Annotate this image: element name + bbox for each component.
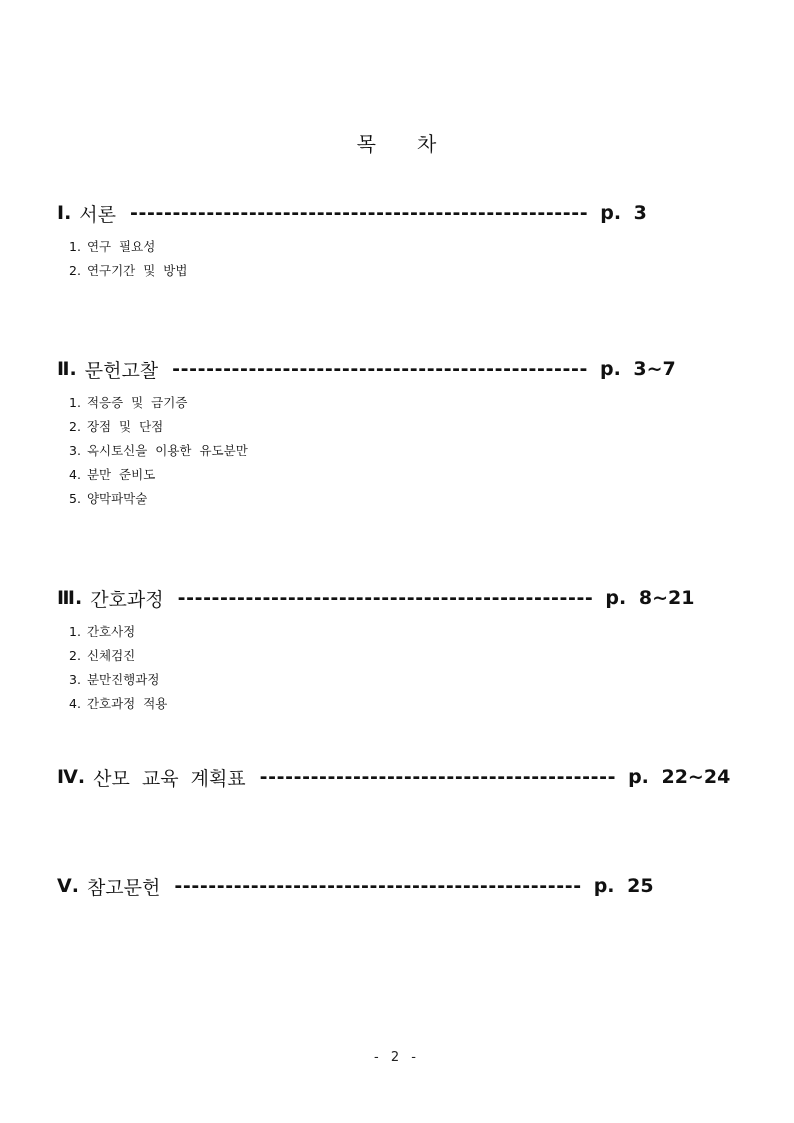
subsection-item[interactable] bbox=[69, 668, 694, 692]
page-reference: p. 25 bbox=[593, 875, 654, 897]
subsection-list bbox=[69, 235, 647, 283]
subsection-item[interactable] bbox=[69, 391, 676, 415]
subsection-item[interactable] bbox=[69, 415, 676, 439]
subsection-title: 분만 준비도 bbox=[86, 467, 156, 482]
toc-heading[interactable] bbox=[57, 763, 730, 791]
subsection-number: 2. bbox=[69, 263, 81, 278]
section-number: Ⅲ. bbox=[57, 587, 83, 609]
dot-leader: ------------------------------------------------------ bbox=[130, 202, 589, 224]
page-number: - 2 - bbox=[374, 1050, 420, 1065]
subsection-item[interactable] bbox=[69, 692, 694, 716]
section-title: 간호과정 bbox=[90, 588, 164, 611]
subsection-item[interactable] bbox=[69, 644, 694, 668]
toc-heading[interactable] bbox=[57, 584, 694, 612]
toc-section-1 bbox=[57, 199, 647, 283]
section-number: Ⅴ. bbox=[57, 875, 79, 897]
subsection-title: 연구기간 및 방법 bbox=[86, 263, 188, 278]
subsection-number: 4. bbox=[69, 696, 81, 711]
dot-leader: ------------------------------------------ bbox=[259, 766, 617, 788]
section-title: 산모 교육 계획표 bbox=[93, 767, 246, 790]
subsection-item[interactable] bbox=[69, 487, 676, 511]
subsection-title: 적응증 및 금기증 bbox=[86, 395, 188, 410]
subsection-number: 4. bbox=[69, 467, 81, 482]
title-right: 차 bbox=[417, 132, 438, 156]
subsection-number: 3. bbox=[69, 443, 81, 458]
dot-leader: ------------------------------------------------- bbox=[172, 358, 588, 380]
subsection-number: 1. bbox=[69, 239, 81, 254]
subsection-item[interactable] bbox=[69, 235, 647, 259]
section-number: Ⅰ. bbox=[57, 202, 72, 224]
section-number: Ⅱ. bbox=[57, 358, 77, 380]
section-number: Ⅳ. bbox=[57, 766, 86, 788]
toc-section-2 bbox=[57, 355, 676, 511]
dot-leader: ------------------------------------------------- bbox=[177, 587, 594, 609]
dot-leader: ------------------------------------------------ bbox=[174, 875, 582, 897]
subsection-number: 1. bbox=[69, 395, 81, 410]
page-reference: p. 22~24 bbox=[628, 766, 731, 788]
page-reference: p. 8~21 bbox=[605, 587, 695, 609]
subsection-number: 2. bbox=[69, 648, 81, 663]
subsection-title: 간호과정 적용 bbox=[86, 696, 168, 711]
subsection-list bbox=[69, 620, 694, 716]
subsection-title: 신체검진 bbox=[86, 648, 136, 663]
subsection-number: 1. bbox=[69, 624, 81, 639]
subsection-item[interactable] bbox=[69, 259, 647, 283]
subsection-number: 2. bbox=[69, 419, 81, 434]
subsection-title: 연구 필요성 bbox=[86, 239, 156, 254]
page-title bbox=[0, 128, 794, 157]
subsection-list bbox=[69, 391, 676, 511]
subsection-number: 5. bbox=[69, 491, 81, 506]
subsection-item[interactable] bbox=[69, 620, 694, 644]
subsection-title: 분만진행과정 bbox=[86, 672, 160, 687]
toc-heading[interactable] bbox=[57, 199, 647, 227]
subsection-item[interactable] bbox=[69, 439, 676, 463]
page-reference: p. 3 bbox=[600, 202, 647, 224]
subsection-item[interactable] bbox=[69, 463, 676, 487]
section-title: 문헌고찰 bbox=[84, 359, 159, 382]
toc-heading[interactable] bbox=[57, 872, 654, 900]
toc-heading[interactable] bbox=[57, 355, 676, 383]
subsection-title: 옥시토신을 이용한 유도분만 bbox=[86, 443, 248, 458]
page-reference: p. 3~7 bbox=[599, 358, 676, 380]
section-title: 서론 bbox=[79, 203, 117, 226]
subsection-number: 3. bbox=[69, 672, 81, 687]
toc-section-4 bbox=[57, 763, 730, 791]
title-left: 목 bbox=[356, 132, 377, 156]
subsection-title: 장점 및 단점 bbox=[86, 419, 164, 434]
subsection-title: 간호사정 bbox=[86, 624, 136, 639]
toc-section-3 bbox=[57, 584, 694, 716]
subsection-title: 양막파막술 bbox=[86, 491, 148, 506]
toc-section-5 bbox=[57, 872, 654, 900]
section-title: 참고문헌 bbox=[86, 876, 161, 899]
